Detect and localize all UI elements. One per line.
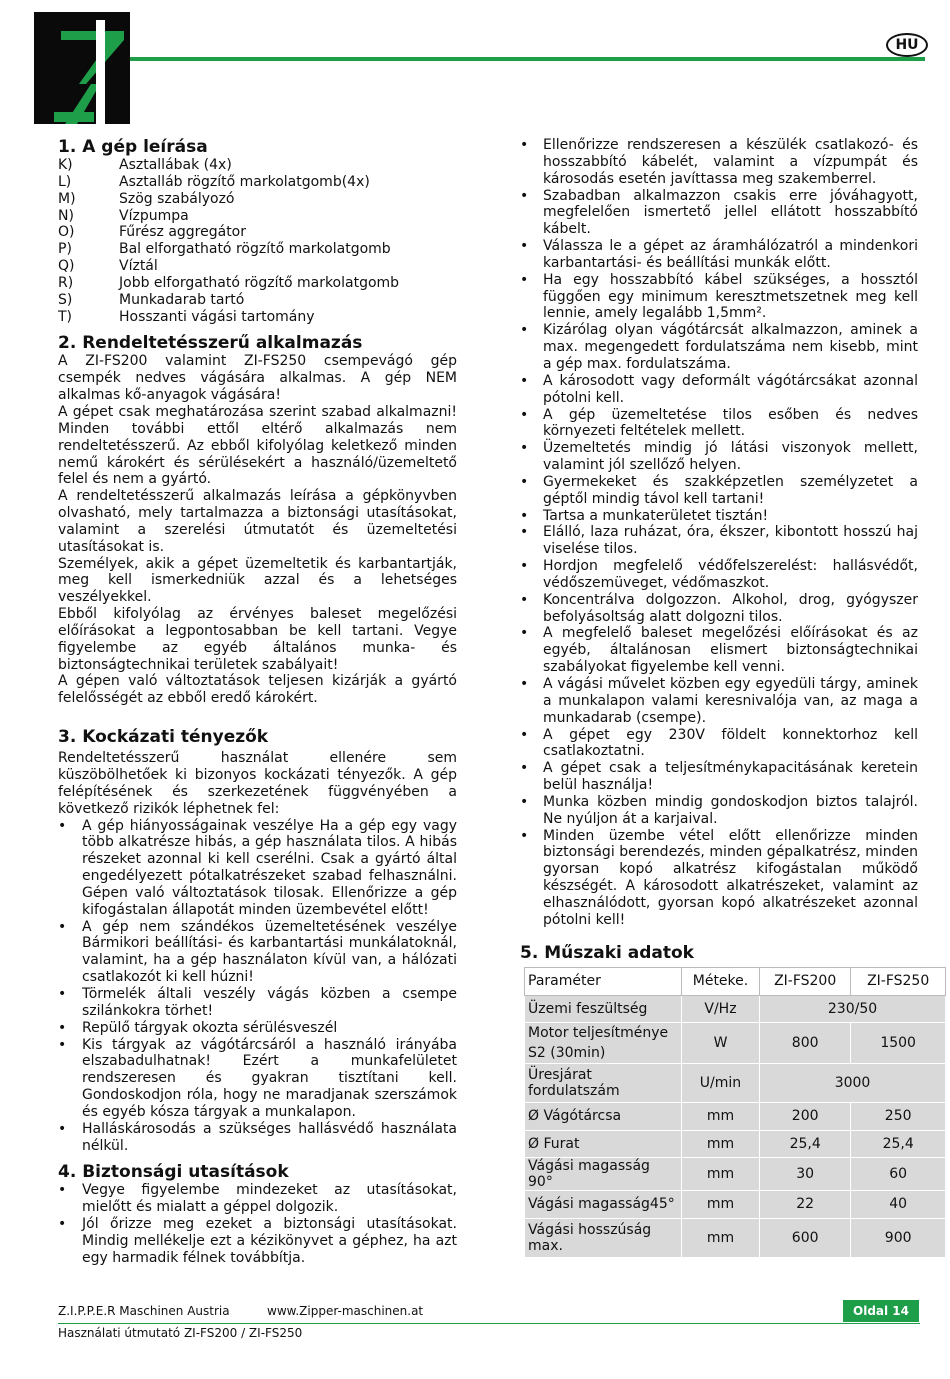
part-label: Jobb elforgatható rögzítő markolatgomb	[119, 274, 400, 291]
safety-item: • A gép üzemeltetése tilos esőben és nedves környezeti feltételek mellett.	[520, 407, 918, 441]
part-key: O)	[58, 224, 75, 241]
spec-unit-cell: mm	[681, 1130, 759, 1158]
part-label: Vízpumpa	[119, 207, 189, 224]
parts-list-item	[58, 174, 457, 191]
section-2-paragraph: A gépen való változtatások teljesen kizárják a gyártó felelősségét az ebből eredő károkért.	[58, 673, 457, 707]
part-key: P)	[58, 241, 72, 258]
spec-value-cell: 1500	[851, 1023, 946, 1064]
spec-row	[525, 1023, 946, 1064]
parts-list-item	[58, 258, 457, 275]
risk-item: • Halláskárosodás a szükséges hallásvédő használata nélkül.	[58, 1121, 457, 1155]
safety-item: • A megfelelő baleset megelőzési előírásokat és az egyéb, általánosan elismert biztonságtechnikai szabályokat figyelembe kell venni.	[520, 625, 918, 676]
section-2-title: 2. Rendeltetésszerű alkalmazás	[58, 333, 363, 354]
spec-param-cell: Vágási magasság45°	[525, 1191, 682, 1219]
risk-item: • Kis tárgyak az vágótárcsáról a használó irányába elszabadulhatnak! Ezért a munkafelületet rendszeresen és gyakran tisztítani kell. Gondoskodjon róla, hogy ne maradjanak szerszámok és egyéb kósza tárgyak a munkalapon.	[58, 1037, 457, 1121]
spec-unit-cell: mm	[681, 1158, 759, 1191]
risk-list	[58, 818, 457, 1155]
safety-item: • Üzemeltetés mindig jó látási viszonyok mellett, valamint jól szellőző helyen.	[520, 440, 918, 474]
part-label: Hosszanti vágási tartomány	[119, 308, 315, 325]
parts-list-item	[58, 224, 457, 241]
section-2-body	[58, 353, 457, 707]
part-label: Szög szabályozó	[119, 190, 235, 207]
spec-header-cell: ZI-FS250	[851, 968, 946, 996]
part-label: Asztallábak (4x)	[119, 157, 232, 173]
parts-list-item	[58, 208, 457, 225]
spec-value-cell: 250	[851, 1103, 946, 1131]
safety-item: • Ha egy hosszabbító kábel szükséges, a hossztól függően egy minimum keresztmetszetnek meg kell lennie, amely legalább 1,5mm².	[520, 272, 918, 323]
spec-row	[525, 995, 946, 1023]
safety-item: • Gyermekeket és szakképzetlen személyzetet a géptől mindig távol kell tartani!	[520, 474, 918, 508]
safety-item: • Koncentrálva dolgozzon. Alkohol, drog, gyógyszer befolyásoltság alatt dolgozni tilos.	[520, 592, 918, 626]
part-label: Munkadarab tartó	[119, 291, 245, 308]
page-number-badge: Oldal 14	[843, 1300, 919, 1322]
parts-list-item	[58, 292, 457, 309]
safety-item: • Ellenőrizze rendszeresen a készülék csatlakozó- és hosszabbító kábelét, valamint a vízpumpát és károsodás esetén javíttassa meg szakemberrel.	[520, 137, 918, 188]
section-2-paragraph: Személyek, akik a gépet üzemeltetik és karbantartják, meg kell ismerkedniük azzal és a lehetséges veszélyekkel.	[58, 555, 457, 606]
safety-item: • Kizárólag olyan vágótárcsát alkalmazzon, aminek a max. megengedett fordulatszáma nem kisebb, mint a gép max. fordulatszáma.	[520, 322, 918, 373]
part-label: Fűrész aggregátor	[119, 224, 247, 241]
part-key: K)	[58, 157, 73, 173]
spec-value-cell: 40	[851, 1191, 946, 1219]
safety-item: • Szabadban alkalmazzon csakis erre jóváhagyott, megfelelően ismertető jellel ellátott hosszabbító kábelt.	[520, 188, 918, 239]
part-key: L)	[58, 173, 72, 190]
spec-value-cell: 230/50	[760, 995, 946, 1023]
safety-item: • Válassza le a gépet az áramhálózatról a mindenkori karbantartási- és beállítási munkák előtt.	[520, 238, 918, 272]
parts-list-item	[58, 275, 457, 292]
spec-unit-cell: mm	[681, 1218, 759, 1257]
zipper-logo	[34, 12, 130, 124]
spec-param-cell: Vágási hosszúság max.	[525, 1218, 682, 1257]
safety-list-left	[58, 1182, 457, 1266]
section-1-title: 1. A gép leírása	[58, 137, 208, 157]
risk-item: • Repülő tárgyak okozta sérülésveszél	[58, 1020, 457, 1037]
section-2-paragraph: A rendeltetésszerű alkalmazás leírása a gépkönyvben olvasható, mely tartalmazza a biztonsági utasításokat, valamint a szerelési útmutatót és üzemeltetési utasításokat is.	[58, 488, 457, 555]
spec-row	[525, 1218, 946, 1257]
spec-row	[525, 1191, 946, 1219]
spec-value-cell: 600	[760, 1218, 851, 1257]
spec-header-cell: Paraméter	[525, 968, 682, 996]
safety-item: • A gépet egy 230V földelt konnektorhoz kell csatlakoztatni.	[520, 727, 918, 761]
safety-item: • A vágási művelet közben egy egyedüli tárgy, aminek a munkalapon valami keresnivalója van, az maga a munkadarab (csempe).	[520, 676, 918, 727]
footer-rule	[58, 1323, 920, 1324]
section-2-paragraph: Ebből kifolyólag az érvényes baleset megelőzési előírásokat a legpontosabban be kell tartani. Vegye figyelembe az egyéb általános munka- és biztonságtechnikai területek szabályait!	[58, 606, 457, 673]
spec-row	[525, 1103, 946, 1131]
spec-value-cell: 30	[760, 1158, 851, 1191]
header-rule	[130, 57, 925, 61]
spec-value-cell: 25,4	[760, 1130, 851, 1158]
part-key: Q)	[58, 258, 75, 275]
footer-website: www.Zipper-maschinen.at	[267, 1304, 424, 1318]
parts-list-item	[58, 157, 457, 174]
spec-header-cell: ZI-FS200	[760, 968, 851, 996]
page-header	[0, 0, 950, 130]
section-2-paragraph: A ZI-FS200 valamint ZI-FS250 csempevágó gép csempék nedves vágására alkalmas. A gép NEM alkalmas kő-anyagok vágására!	[58, 353, 457, 404]
safety-item: • A gépet csak a teljesítménykapacitásának keretein belül használja!	[520, 760, 918, 794]
spec-param-cell: Ø Furat	[525, 1130, 682, 1158]
part-label: Asztalláb rögzítő markolatgomb(4x)	[119, 173, 370, 190]
safety-item: • Tartsa a munkaterületet tisztán!	[520, 508, 918, 525]
part-key: T)	[58, 308, 73, 325]
spec-value-cell: 800	[760, 1023, 851, 1064]
section-4-title: 4. Biztonsági utasítások	[58, 1162, 289, 1183]
z-logo-icon	[34, 12, 130, 124]
spec-row	[525, 1130, 946, 1158]
section-3-title: 3. Kockázati tényezők	[58, 727, 269, 748]
footer-manual-title: Használati útmutató ZI-FS200 / ZI-FS250	[58, 1326, 303, 1340]
spec-value-cell: 900	[851, 1218, 946, 1257]
spec-unit-cell: W	[681, 1023, 759, 1064]
safety-item: • Hordjon megfelelő védőfelszerelést: hallásvédőt, védőszemüveget, védőmaszkot.	[520, 558, 918, 592]
spec-unit-cell: mm	[681, 1191, 759, 1219]
part-key: S)	[58, 291, 73, 308]
part-key: M)	[58, 190, 76, 207]
safety-item: • Munka közben mindig gondoskodjon biztos talajról. Ne nyúljon át a karjaival.	[520, 794, 918, 828]
section-2-paragraph: A gépet csak meghatározása szerint szabad alkalmazni! Minden további ettől eltérő alkalmazás nem rendeltetésszerű. Az ebből kifolyólag keletkező minden nemű károkért és sérülésekért a használó/üzemeltető felel és nem a gyártó.	[58, 403, 457, 488]
risk-item: • Törmelék általi veszély vágás közben a csempe szilánkokra törhet!	[58, 986, 457, 1020]
footer-company: Z.I.P.P.E.R Maschinen Austria	[58, 1304, 230, 1318]
spec-row	[525, 1064, 946, 1103]
language-badge: HU	[886, 33, 928, 57]
spec-table	[524, 967, 946, 1258]
spec-param-cell: Motor teljesítménye S2 (30min)	[525, 1023, 682, 1064]
spec-unit-cell: U/min	[681, 1064, 759, 1103]
right-column	[520, 137, 918, 963]
spec-param-cell: Üresjárat fordulatszám	[525, 1064, 682, 1103]
spec-header-row	[525, 968, 946, 996]
spec-value-cell: 200	[760, 1103, 851, 1131]
spec-unit-cell: V/Hz	[681, 995, 759, 1023]
safety-list-right	[520, 137, 918, 929]
spec-value-cell: 60	[851, 1158, 946, 1191]
spec-row	[525, 1158, 946, 1191]
parts-list-item	[58, 309, 457, 326]
spec-header-cell: Méteke.	[681, 968, 759, 996]
part-label: Víztál	[119, 258, 158, 275]
safety-item: • A károsodott vagy deformált vágótárcsákat azonnal pótolni kell.	[520, 373, 918, 407]
safety-item: • Elálló, laza ruházat, óra, ékszer, kibontott hosszú haj viselése tilos.	[520, 524, 918, 558]
spec-value-cell: 25,4	[851, 1130, 946, 1158]
safety-item: • Minden üzembe vétel előtt ellenőrizze minden biztonsági berendezés, minden gépalkatrész, minden gyorsan kopó alkatrész kifogástalan működő készségét. A károsodott alkatrészeket, valamint az elhasználódott, gyorsan kopó alkatrészeket azonnal pótolni kell!	[520, 828, 918, 929]
part-label: Bal elforgatható rögzítő markolatgomb	[119, 241, 391, 258]
parts-list-item	[58, 191, 457, 208]
section-5-title: 5. Műszaki adatok	[520, 942, 694, 963]
risk-item: • A gép hiányosságainak veszélye Ha a gép egy vagy több alkatrésze hibás, a gép használata tilos. A hibás részeket azonnal ki kell cserélni. Csak a gyártó által engedélyezett pótalkatrészeket szabad felhasználni. Gépen való változtatások tilosak. Ellenőrizze a gép kifogástalan állapotát minden üzembevétel előtt!	[58, 818, 457, 919]
parts-list-item	[58, 241, 457, 258]
section-3-intro: Rendeltetésszerű használat ellenére sem küszöbölhetőek ki bizonyos kockázati tényezők. A gép felépítésének és szerkezetének függvényében a következő rizikók léphetnek fel:	[58, 750, 457, 817]
spec-value-cell: 22	[760, 1191, 851, 1219]
safety-item: • Jól őrizze meg ezeket a biztonsági utasításokat. Mindig mellékelje ezt a kézikönyvet a géphez, ha azt egy harmadik félnek továbbítja.	[58, 1216, 457, 1267]
left-column	[58, 137, 457, 1267]
parts-list	[58, 157, 457, 325]
spec-unit-cell: mm	[681, 1103, 759, 1131]
safety-item: • Vegye figyelembe mindezeket az utasításokat, mielőtt és mialatt a géppel dolgozik.	[58, 1182, 457, 1216]
spec-param-cell: Vágási magasság 90°	[525, 1158, 682, 1191]
part-key: N)	[58, 207, 74, 224]
spec-value-cell: 3000	[760, 1064, 946, 1103]
risk-item: • A gép nem szándékos üzemeltetésének veszélye Bármikori beállítási- és karbantartási munkálatoknál, valamint, ha a gép használaton kívül van, a hálózati csatlakozót ki kell húzni!	[58, 919, 457, 986]
spec-param-cell: Ø Vágótárcsa	[525, 1103, 682, 1131]
spec-param-cell: Üzemi feszültség	[525, 995, 682, 1023]
part-key: R)	[58, 274, 74, 291]
